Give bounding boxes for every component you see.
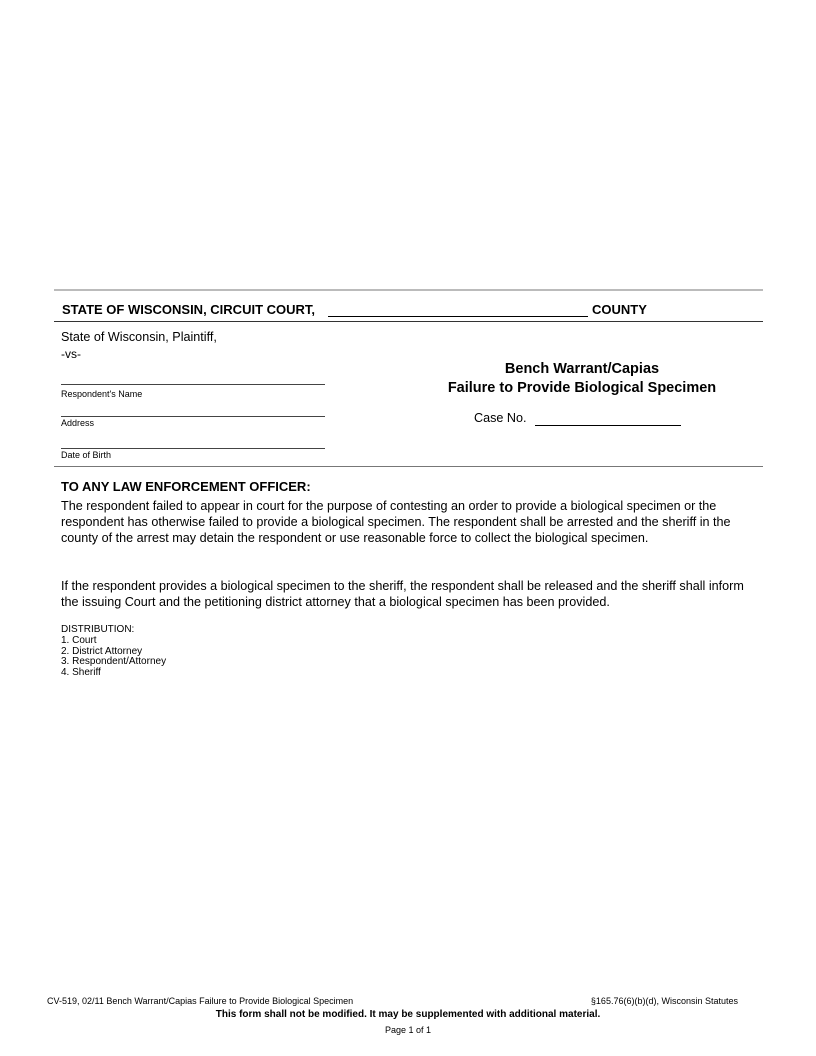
footer-form-id: CV-519, 02/11 Bench Warrant/Capias Failure to Provide Biological Specimen xyxy=(47,996,354,1006)
distribution-list xyxy=(61,625,166,679)
respondent-name-field[interactable] xyxy=(61,384,325,385)
court-header: STATE OF WISCONSIN, CIRCUIT COURT, xyxy=(62,302,316,317)
top-divider xyxy=(54,289,763,291)
county-label: COUNTY xyxy=(592,302,647,317)
address-label: Address xyxy=(61,418,95,428)
header-divider xyxy=(54,321,763,322)
case-no-field[interactable] xyxy=(535,425,681,426)
county-field[interactable] xyxy=(328,316,588,317)
dob-label: Date of Birth xyxy=(61,450,112,460)
plaintiff-label: State of Wisconsin, Plaintiff, xyxy=(61,330,217,344)
respondent-name-label: Respondent's Name xyxy=(61,389,143,399)
footer-statute: §165.76(6)(b)(d), Wisconsin Statutes xyxy=(590,996,738,1006)
distribution-item: 4. Sheriff xyxy=(61,667,101,679)
address-field[interactable] xyxy=(61,416,325,417)
body-heading: TO ANY LAW ENFORCEMENT OFFICER: xyxy=(61,479,311,494)
distribution-heading: DISTRIBUTION: xyxy=(61,624,135,635)
dob-field[interactable] xyxy=(61,448,325,449)
form-title-line2: Failure to Provide Biological Specimen xyxy=(447,380,717,396)
form-title-line1: Bench Warrant/Capias xyxy=(504,361,660,377)
caption-divider xyxy=(54,466,763,467)
distribution-item: 1. Court xyxy=(61,634,97,646)
distribution-item: 3. Respondent/Attorney xyxy=(61,656,167,668)
body-paragraph-2: If the respondent provides a biological specimen to the sheriff, the respondent shall be released and the sheriff shall inform the issuing Court and the petitioning district attorney that a biological specimen has been provided. xyxy=(61,579,744,609)
distribution-item: 2. District Attorney xyxy=(61,645,143,657)
vs-label: -vs- xyxy=(61,347,81,361)
footer-notice: This form shall not be modified. It may be supplemented with additional material. xyxy=(215,1009,601,1020)
case-no-label: Case No. xyxy=(474,411,527,425)
body-paragraph-1: The respondent failed to appear in court for the purpose of contesting an order to provide a biological specimen or the respondent has otherwise failed to provide a biological specimen. The respondent shall be arrested and the sheriff in the county of the arrest may detain the respondent or use reasonable force to collect the biological specimen. xyxy=(61,499,731,545)
page-number: Page 1 of 1 xyxy=(384,1025,432,1035)
